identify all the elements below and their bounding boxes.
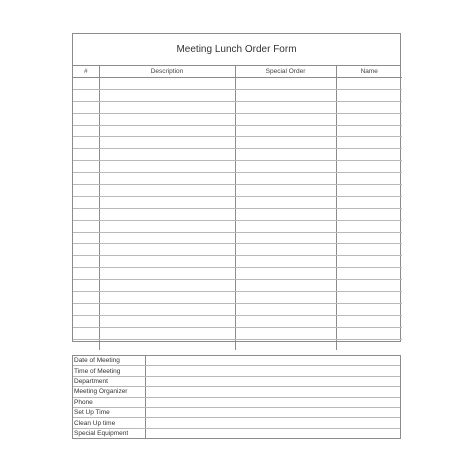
- cell-description[interactable]: [99, 185, 235, 197]
- table-row: [73, 78, 402, 90]
- cell-number[interactable]: [73, 339, 99, 350]
- cell-description[interactable]: [99, 173, 235, 185]
- cell-number[interactable]: [73, 161, 99, 173]
- table-row: [73, 244, 402, 256]
- cell-description[interactable]: [99, 303, 235, 315]
- cell-number[interactable]: [73, 315, 99, 327]
- table-row: [73, 149, 402, 161]
- cell-description[interactable]: [99, 220, 235, 232]
- cell-description[interactable]: [99, 78, 235, 90]
- date-of-meeting-label: Date of Meeting: [73, 356, 146, 366]
- cell-number[interactable]: [73, 101, 99, 113]
- cell-special-order[interactable]: [235, 244, 336, 256]
- set-up-time-label: Set Up Time: [73, 407, 146, 417]
- cell-number[interactable]: [73, 125, 99, 137]
- table-row: [73, 208, 402, 220]
- cell-description[interactable]: [99, 268, 235, 280]
- cell-number[interactable]: [73, 303, 99, 315]
- meeting-organizer-field[interactable]: [146, 387, 401, 397]
- cell-name[interactable]: [336, 303, 402, 315]
- cell-name[interactable]: [336, 232, 402, 244]
- cell-name[interactable]: [336, 292, 402, 304]
- cell-special-order[interactable]: [235, 196, 336, 208]
- cell-description[interactable]: [99, 256, 235, 268]
- table-row: [73, 101, 402, 113]
- cell-description[interactable]: [99, 113, 235, 125]
- cell-name[interactable]: [336, 149, 402, 161]
- info-row-department: [73, 376, 400, 386]
- cell-description[interactable]: [99, 101, 235, 113]
- cell-description[interactable]: [99, 149, 235, 161]
- table-row: [73, 161, 402, 173]
- cell-special-order[interactable]: [235, 161, 336, 173]
- table-row: [73, 292, 402, 304]
- info-row-cleanup: [73, 418, 400, 428]
- cell-number[interactable]: [73, 196, 99, 208]
- order-form: [72, 33, 401, 342]
- cell-special-order[interactable]: [235, 149, 336, 161]
- special-equipment-label: Special Equipment: [73, 428, 146, 438]
- cell-special-order[interactable]: [235, 173, 336, 185]
- cell-number[interactable]: [73, 327, 99, 339]
- table-row: [73, 280, 402, 292]
- column-header-number: #: [73, 66, 99, 78]
- table-row: [73, 173, 402, 185]
- table-row: [73, 113, 402, 125]
- cell-name[interactable]: [336, 268, 402, 280]
- cell-number[interactable]: [73, 137, 99, 149]
- table-row: [73, 89, 402, 101]
- cell-name[interactable]: [336, 256, 402, 268]
- cell-special-order[interactable]: [235, 232, 336, 244]
- cell-name[interactable]: [336, 89, 402, 101]
- table-row: [73, 220, 402, 232]
- cell-description[interactable]: [99, 339, 235, 350]
- cell-name[interactable]: [336, 244, 402, 256]
- cell-number[interactable]: [73, 89, 99, 101]
- cell-number[interactable]: [73, 292, 99, 304]
- cell-special-order[interactable]: [235, 125, 336, 137]
- info-row-phone: [73, 397, 400, 407]
- cell-name[interactable]: [336, 185, 402, 197]
- cell-description[interactable]: [99, 327, 235, 339]
- cell-number[interactable]: [73, 113, 99, 125]
- table-row: [73, 327, 402, 339]
- cell-description[interactable]: [99, 208, 235, 220]
- cell-name[interactable]: [336, 220, 402, 232]
- table-row: [73, 196, 402, 208]
- info-row-setup: [73, 407, 400, 417]
- cell-description[interactable]: [99, 244, 235, 256]
- info-row-organizer: [73, 387, 400, 397]
- table-row: [73, 303, 402, 315]
- cell-special-order[interactable]: [235, 256, 336, 268]
- cell-description[interactable]: [99, 280, 235, 292]
- column-header-name: Name: [336, 66, 402, 78]
- clean-up-time-field[interactable]: [146, 418, 401, 428]
- cell-number[interactable]: [73, 220, 99, 232]
- cell-name[interactable]: [336, 327, 402, 339]
- cell-number[interactable]: [73, 244, 99, 256]
- cell-name[interactable]: [336, 101, 402, 113]
- time-of-meeting-field[interactable]: [146, 366, 401, 376]
- table-row: [73, 268, 402, 280]
- cell-special-order[interactable]: [235, 89, 336, 101]
- cell-name[interactable]: [336, 173, 402, 185]
- cell-description[interactable]: [99, 315, 235, 327]
- cell-special-order[interactable]: [235, 101, 336, 113]
- cell-name[interactable]: [336, 280, 402, 292]
- table-row: [73, 315, 402, 327]
- cell-number[interactable]: [73, 185, 99, 197]
- cell-special-order[interactable]: [235, 137, 336, 149]
- date-of-meeting-field[interactable]: [146, 356, 401, 366]
- info-row-equipment: [73, 428, 400, 438]
- cell-description[interactable]: [99, 89, 235, 101]
- table-row: [73, 339, 402, 350]
- cell-number[interactable]: [73, 232, 99, 244]
- department-label: Department: [73, 376, 146, 386]
- cell-special-order[interactable]: [235, 185, 336, 197]
- department-field[interactable]: [146, 376, 401, 386]
- cell-name[interactable]: [336, 196, 402, 208]
- order-table-header: [73, 66, 402, 78]
- cell-special-order[interactable]: [235, 303, 336, 315]
- cell-number[interactable]: [73, 78, 99, 90]
- cell-number[interactable]: [73, 268, 99, 280]
- cell-special-order[interactable]: [235, 315, 336, 327]
- order-rows: [73, 78, 402, 351]
- cell-description[interactable]: [99, 161, 235, 173]
- cell-name[interactable]: [336, 125, 402, 137]
- cell-special-order[interactable]: [235, 78, 336, 90]
- cell-description[interactable]: [99, 232, 235, 244]
- cell-name[interactable]: [336, 161, 402, 173]
- cell-name[interactable]: [336, 113, 402, 125]
- cell-number[interactable]: [73, 256, 99, 268]
- cell-name[interactable]: [336, 137, 402, 149]
- cell-special-order[interactable]: [235, 327, 336, 339]
- cell-name[interactable]: [336, 208, 402, 220]
- cell-number[interactable]: [73, 173, 99, 185]
- set-up-time-field[interactable]: [146, 407, 401, 417]
- cell-name[interactable]: [336, 315, 402, 327]
- column-header-description: Description: [99, 66, 235, 78]
- clean-up-time-label: Clean Up time: [73, 418, 146, 428]
- cell-description[interactable]: [99, 125, 235, 137]
- cell-number[interactable]: [73, 149, 99, 161]
- cell-description[interactable]: [99, 196, 235, 208]
- meeting-organizer-label: Meeting Organizer: [73, 387, 146, 397]
- time-of-meeting-label: Time of Meeting: [73, 366, 146, 376]
- cell-special-order[interactable]: [235, 339, 336, 350]
- cell-special-order[interactable]: [235, 220, 336, 232]
- cell-special-order[interactable]: [235, 268, 336, 280]
- cell-number[interactable]: [73, 208, 99, 220]
- info-row-date: [73, 356, 400, 366]
- form-title: Meeting Lunch Order Form: [73, 34, 400, 66]
- phone-field[interactable]: [146, 397, 401, 407]
- cell-number[interactable]: [73, 280, 99, 292]
- cell-description[interactable]: [99, 137, 235, 149]
- order-table: [73, 66, 402, 350]
- table-row: [73, 232, 402, 244]
- cell-special-order[interactable]: [235, 208, 336, 220]
- cell-special-order[interactable]: [235, 113, 336, 125]
- phone-label: Phone: [73, 397, 146, 407]
- cell-description[interactable]: [99, 292, 235, 304]
- column-header-special-order: Special Order: [235, 66, 336, 78]
- table-row: [73, 256, 402, 268]
- table-row: [73, 137, 402, 149]
- table-row: [73, 125, 402, 137]
- meeting-info-table: [72, 355, 401, 439]
- cell-name[interactable]: [336, 78, 402, 90]
- special-equipment-field[interactable]: [146, 428, 401, 438]
- cell-special-order[interactable]: [235, 292, 336, 304]
- table-row: [73, 185, 402, 197]
- cell-special-order[interactable]: [235, 280, 336, 292]
- info-row-time: [73, 366, 400, 376]
- cell-name[interactable]: [336, 339, 402, 350]
